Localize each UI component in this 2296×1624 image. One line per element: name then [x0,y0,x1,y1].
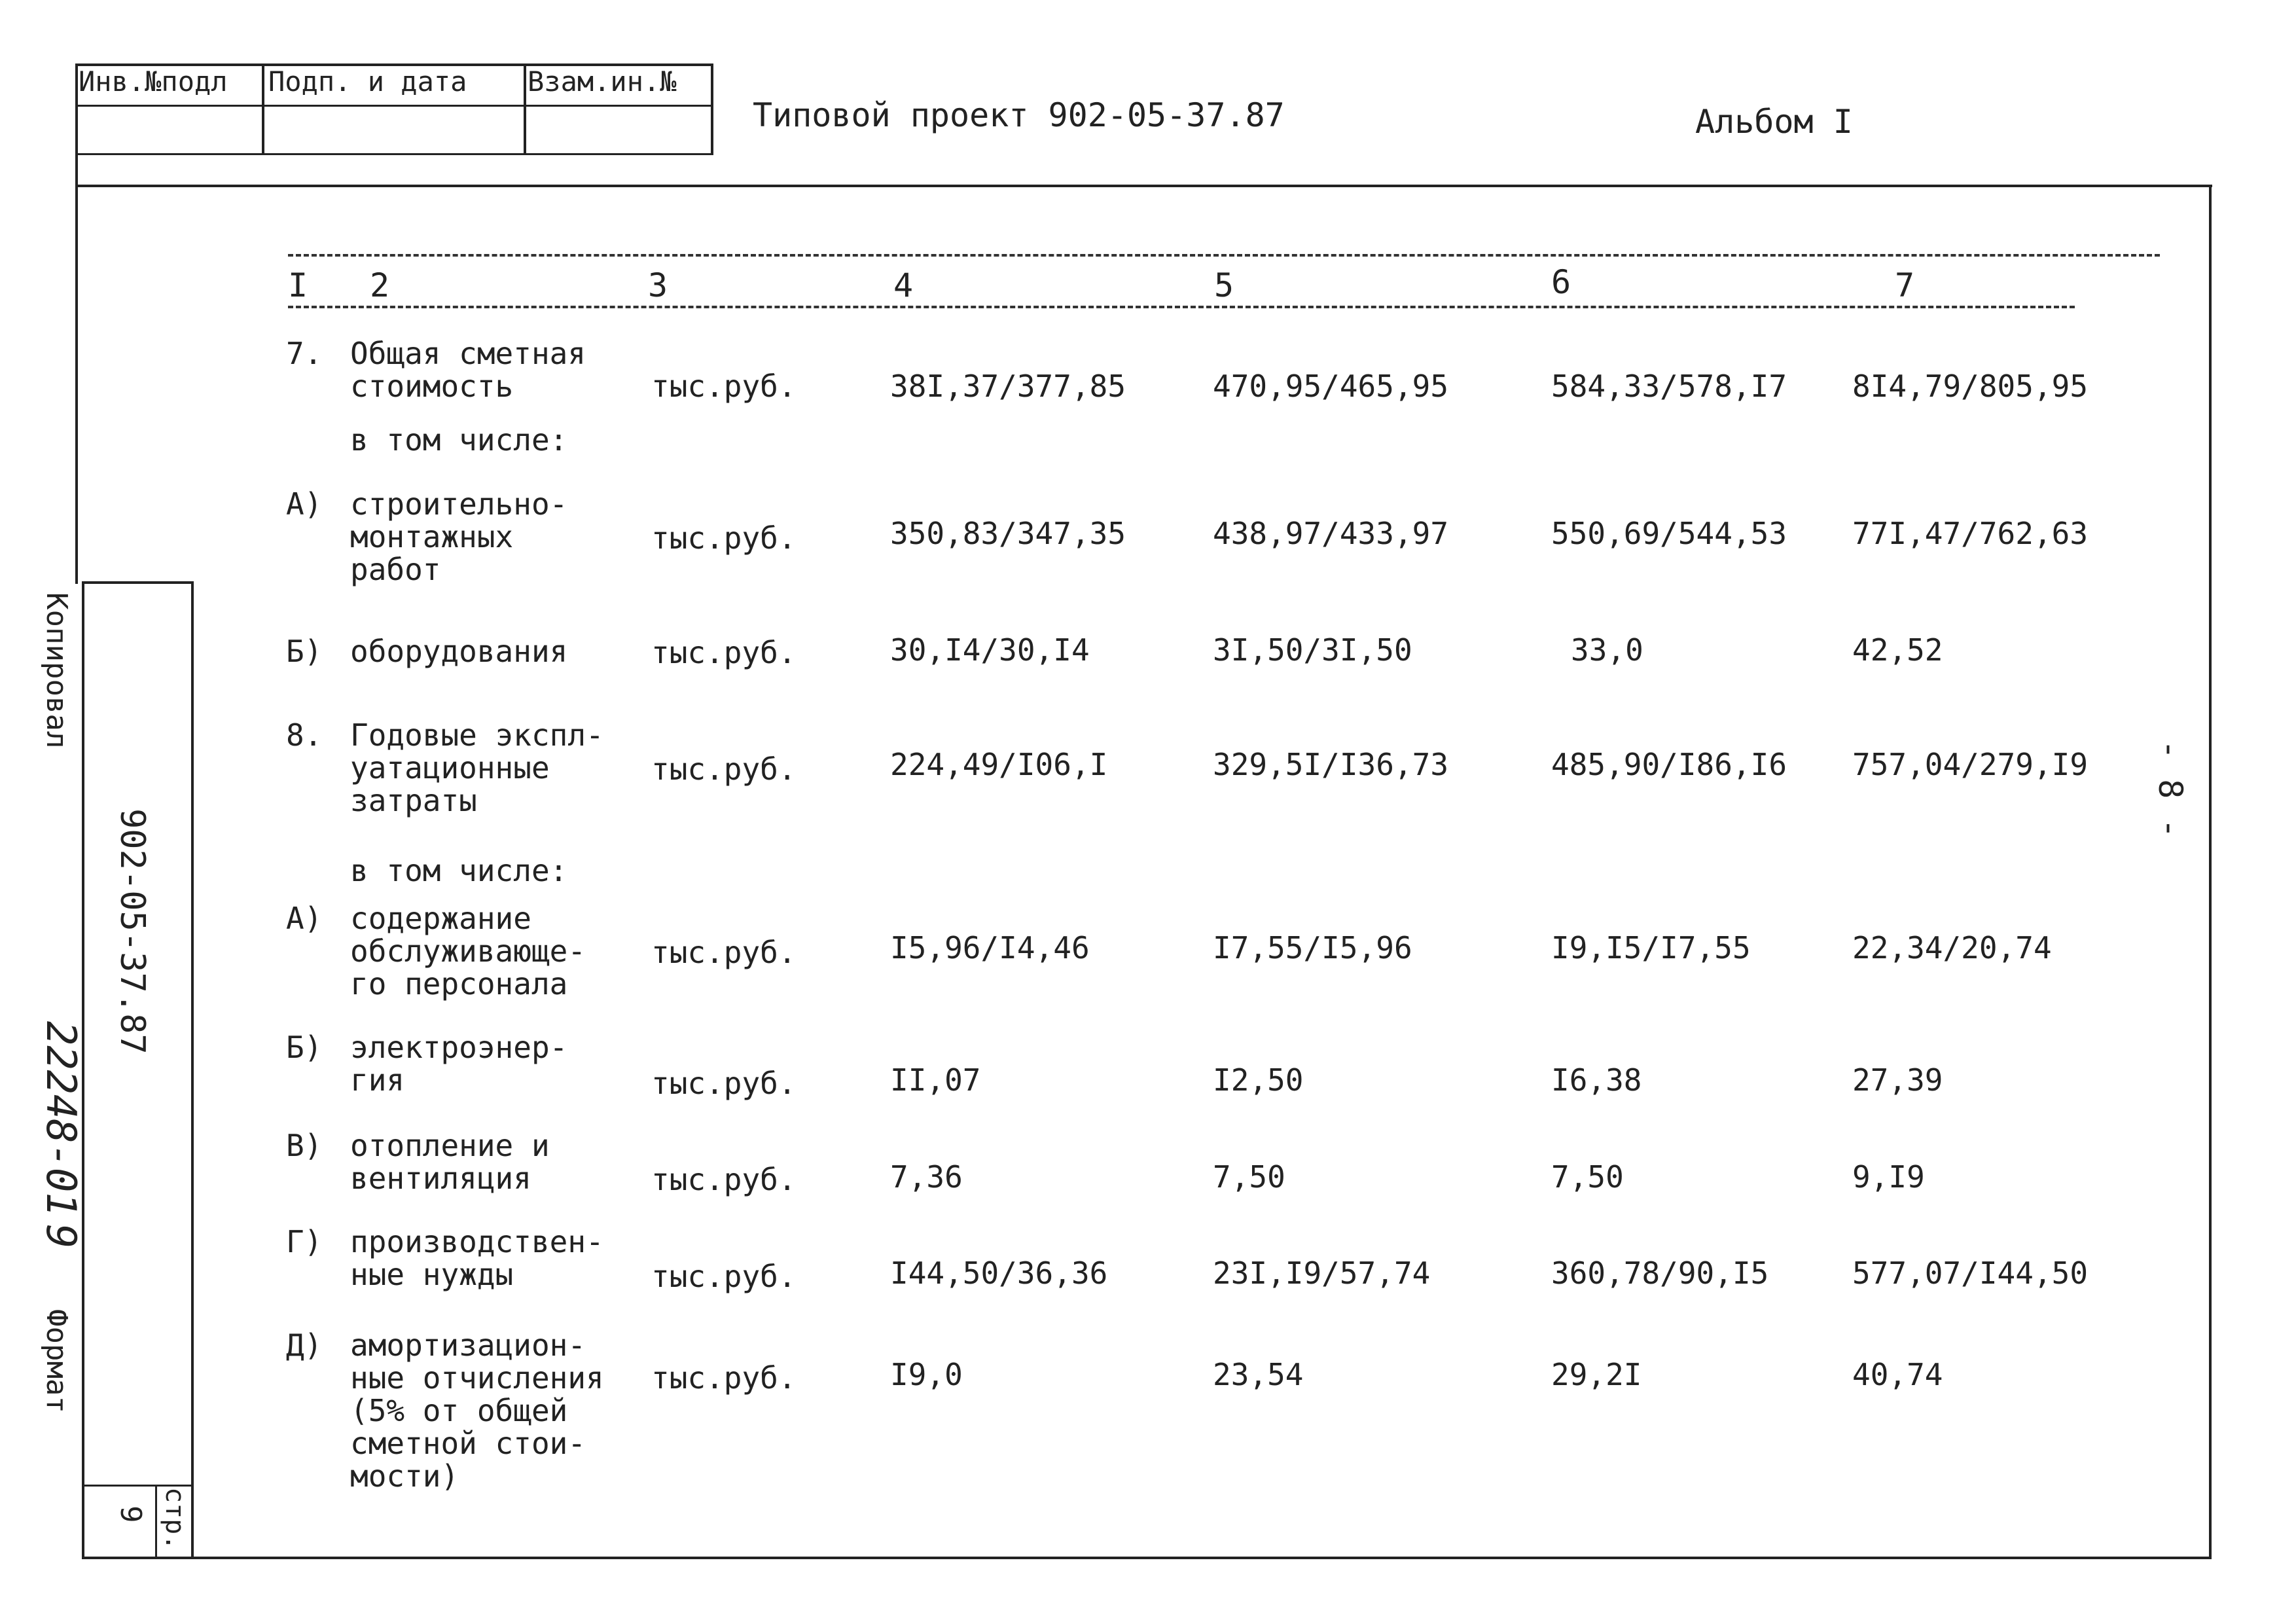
row-number: Б) [286,1030,323,1065]
row-value-c6: 550,69/544,53 [1551,516,1787,551]
row-value-c7: 27,39 [1852,1062,1943,1098]
col-header-1: I [288,266,308,304]
row-value-c6: 29,2I [1551,1357,1642,1392]
stamp-vzam-inv: Взам.ин.№ [528,65,677,98]
row-name: отопление и вентиляция [350,1128,550,1196]
side-sheet-number: 9 [37,1224,85,1249]
row-name: Общая сметная стоимость [350,336,586,404]
row-value-c5: 470,95/465,95 [1213,369,1449,404]
row-value-c4: 38I,37/377,85 [890,369,1126,404]
format-label: Формат [40,1309,73,1413]
row-name: строительно- монтажных работ [350,486,568,587]
row-unit: тыс.руб. [651,369,797,404]
row-value-c4: I5,96/I4,46 [890,930,1090,965]
row-unit: тыс.руб. [651,751,797,787]
row-name: Годовые экспл- уатационные затраты [350,717,604,818]
col-header-5: 5 [1214,266,1234,304]
row-value-c4: 7,36 [890,1159,963,1195]
row-number: 7. [286,336,323,371]
row-number: А) [286,486,323,522]
row-name: электроэнер- гия [350,1030,568,1098]
row-value-c7: 77I,47/762,63 [1852,516,2089,551]
row-number: Б) [286,634,323,669]
header-dash-bottom [288,306,2075,308]
side-doc-code: 902-05-37.87 [113,808,152,1055]
row-subheading: в том числе: [350,853,568,888]
page-marker: - 8 - [2151,740,2189,839]
row-value-c6: 7,50 [1551,1159,1624,1195]
col-header-4: 4 [893,266,914,304]
row-value-c4: 224,49/I06,I [890,747,1108,782]
row-value-c4: II,07 [890,1062,981,1098]
row-value-c7: 757,04/279,I9 [1852,747,2089,782]
stamp-podp-data: Подп. и дата [268,65,467,98]
row-unit: тыс.руб. [651,1259,797,1294]
copied-label: Копировал [40,592,73,749]
row-unit: тыс.руб. [651,635,797,670]
row-value-c5: I2,50 [1213,1062,1304,1098]
row-value-c7: 42,52 [1852,632,1943,668]
project-title: Типовой проект 902-05-37.87 [753,96,1285,134]
row-number: В) [286,1128,323,1163]
row-value-c6: 485,90/I86,I6 [1551,747,1787,782]
row-unit: тыс.руб. [651,520,797,556]
row-value-c4: 30,I4/30,I4 [890,632,1090,668]
row-value-c5: 329,5I/I36,73 [1213,747,1449,782]
archive-number: 22248-01 [37,1021,85,1217]
row-value-c5: I7,55/I5,96 [1213,930,1412,965]
row-value-c5: 3I,50/3I,50 [1213,632,1412,668]
row-number: 8. [286,717,323,753]
row-value-c7: 577,07/I44,50 [1852,1255,2089,1291]
row-unit: тыс.руб. [651,935,797,970]
row-number: А) [286,901,323,936]
row-number: Д) [286,1327,323,1363]
row-value-c6: 584,33/578,I7 [1551,369,1787,404]
stamp-inv-podl: Инв.№подл [79,65,228,98]
row-number: Г) [286,1224,323,1259]
row-value-c6: 33,0 [1571,632,1643,668]
row-unit: тыс.руб. [651,1066,797,1101]
row-value-c4: I9,0 [890,1357,963,1392]
row-value-c6: I9,I5/I7,55 [1551,930,1751,965]
row-value-c5: 438,97/433,97 [1213,516,1449,551]
row-value-c4: 350,83/347,35 [890,516,1126,551]
col-header-3: 3 [648,266,668,304]
header-dash-top [288,254,2160,257]
row-unit: тыс.руб. [651,1162,797,1197]
row-unit: тыс.руб. [651,1360,797,1396]
row-value-c5: 23I,I9/57,74 [1213,1255,1431,1291]
row-name: содержание обслуживающе- го персонала [350,901,586,1001]
col-header-7: 7 [1895,266,1915,304]
col-header-2: 2 [370,266,390,304]
row-subheading: в том числе: [350,422,568,458]
row-value-c5: 23,54 [1213,1357,1304,1392]
row-name: амортизацион- ные отчисления (5% от общей сметной стои- мости) [350,1327,604,1494]
row-value-c6: I6,38 [1551,1062,1642,1098]
row-value-c7: 9,I9 [1852,1159,1925,1195]
row-value-c5: 7,50 [1213,1159,1285,1195]
row-value-c4: I44,50/36,36 [890,1255,1108,1291]
row-value-c6: 360,78/90,I5 [1551,1255,1769,1291]
page-label: стр. [160,1487,190,1551]
row-name: оборудования [350,634,568,669]
row-value-c7: 22,34/20,74 [1852,930,2052,965]
col-header-6: 6 [1551,263,1571,301]
row-value-c7: 8I4,79/805,95 [1852,369,2089,404]
album-label: Альбом I [1695,103,1853,141]
row-name: производствен- ные нужды [350,1224,604,1292]
row-value-c7: 40,74 [1852,1357,1943,1392]
page-number-box: 9 [114,1506,147,1523]
